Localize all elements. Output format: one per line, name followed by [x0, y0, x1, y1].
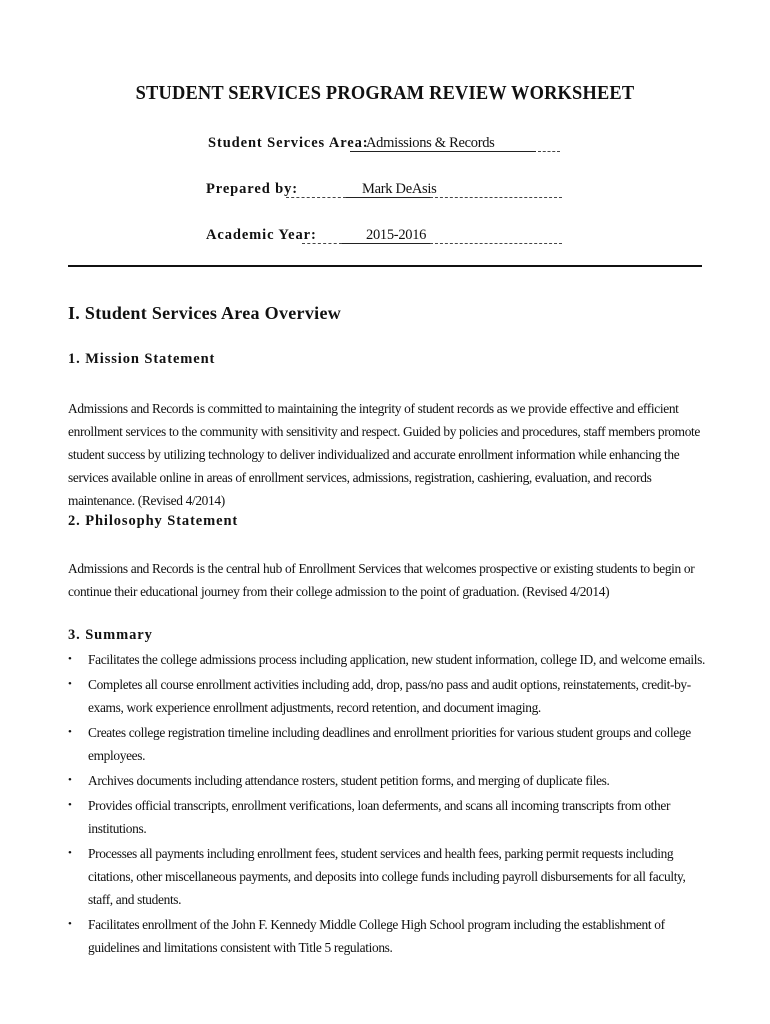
list-item-text: Provides official transcripts, enrollment verifications, loan deferments, and scans all incoming transcripts from other institutions. [88, 798, 671, 836]
area-dashes [538, 151, 560, 152]
mission-text: Admissions and Records is committed to maintaining the integrity of student records as we provide effective and efficient enrollment services to the community with sensitivity and respect. Guided by policies and procedures, staff members promote student success by utilizing technology to deliver individualized and accurate enrollment information while enhancing the services available online in areas of enrollment services, admissions, registration, cashiering, evaluation, and records maintenance. (Revised 4/2014) [68, 401, 701, 508]
section-heading-overview: I. Student Services Area Overview [68, 303, 342, 323]
prepared-value: Mark DeAsis [362, 181, 437, 197]
philosophy-heading: 2. Philosophy Statement [68, 513, 239, 529]
list-item [68, 842, 708, 911]
bullet-icon: • [68, 678, 72, 690]
philosophy-text: Admissions and Records is the central hub of Enrollment Services that welcomes prospective or existing students to begin or continue their educational journey from their college admission to the point of graduation. (Revised 4/2014) [68, 561, 695, 599]
list-item-text: Processes all payments including enrollment fees, student services and health fees, parking permit requests including citations, other miscellaneous payments, and deposits into college funds including payroll disbursements for all faculty, staff, and students. [88, 846, 686, 907]
list-item [68, 721, 708, 767]
area-value: Admissions & Records [366, 135, 495, 151]
area-label: Student Services Area: [208, 135, 369, 151]
bullet-icon: • [68, 918, 72, 930]
mission-heading: 1. Mission Statement [68, 351, 216, 367]
header-divider [68, 265, 702, 267]
list-item [68, 769, 708, 792]
bullet-icon: • [68, 726, 72, 738]
list-item-text: Facilitates the college admissions process including application, new student information, college ID, and welcome emails. [88, 652, 705, 667]
list-item [68, 794, 708, 840]
list-item [68, 913, 708, 959]
bullet-icon: • [68, 653, 72, 665]
list-item-text: Archives documents including attendance rosters, student petition forms, and merging of duplicate files. [88, 773, 610, 788]
prepared-dashes-left [286, 197, 346, 198]
prepared-label: Prepared by: [206, 181, 299, 197]
list-item-text: Creates college registration timeline including deadlines and enrollment priorities for various student groups and college employees. [88, 725, 691, 763]
year-dashes-right [430, 243, 562, 244]
list-item [68, 673, 708, 719]
year-label: Academic Year: [206, 227, 317, 243]
list-item [68, 648, 708, 671]
year-value: 2015-2016 [366, 227, 427, 243]
list-item-text: Facilitates enrollment of the John F. Kennedy Middle College High School program including the establishment of guidelines and limitations consistent with Title 5 regulations. [88, 917, 665, 955]
bullet-icon: • [68, 774, 72, 786]
summary-heading: 3. Summary [68, 627, 153, 643]
bullet-icon: • [68, 799, 72, 811]
prepared-dashes-right [430, 197, 562, 198]
year-dashes-left [302, 243, 342, 244]
list-item-text: Completes all course enrollment activities including add, drop, pass/no pass and audit options, reinstatements, credit-by-exams, work experience enrollment adjustments, record retention, and document imaging. [88, 677, 691, 715]
bullet-icon: • [68, 847, 72, 859]
document-title: STUDENT SERVICES PROGRAM REVIEW WORKSHEET [135, 82, 635, 104]
summary-list [68, 648, 708, 961]
